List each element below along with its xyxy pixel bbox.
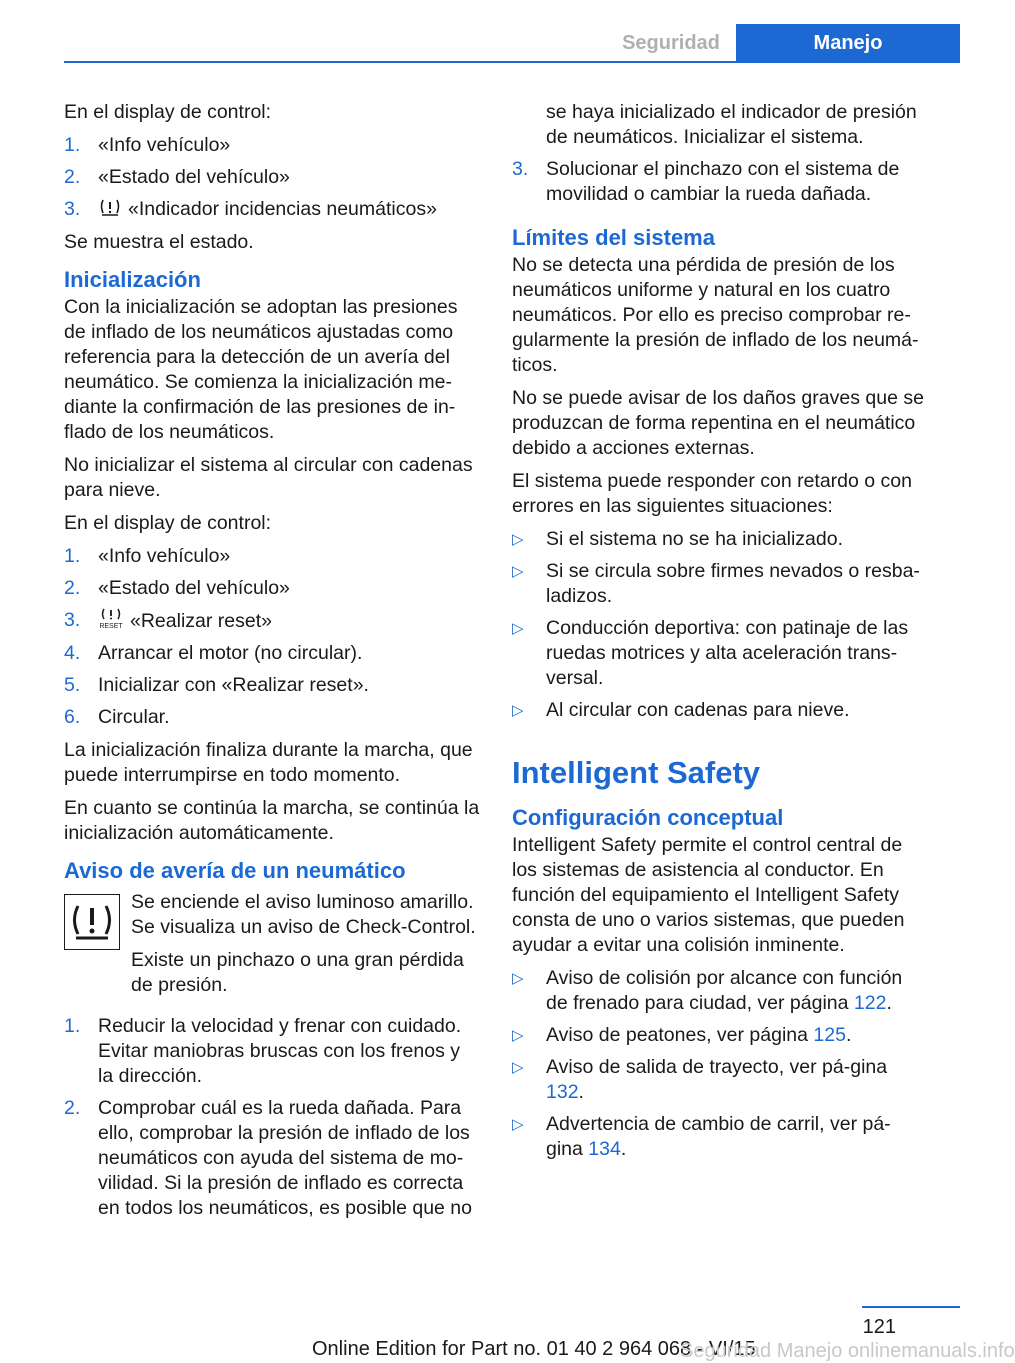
list-item: ▷ Si el sistema no se ha inicializado. <box>512 528 843 550</box>
bullet-triangle-icon: ▷ <box>512 1116 524 1133</box>
list-item: 1. «Info vehículo» <box>64 134 231 156</box>
section-heading-aviso: Aviso de avería de un neumático <box>64 858 406 883</box>
section-heading-inicializacion: Inicialización <box>64 267 201 292</box>
list-item: 1. «Info vehículo» <box>64 545 231 567</box>
bullet-triangle-icon: ▷ <box>512 1059 524 1076</box>
intro-text: En el display de control: <box>64 101 272 123</box>
step-number: 2. <box>64 1097 81 1119</box>
tire-pressure-icon <box>98 198 122 218</box>
step-number: 6. <box>64 706 81 728</box>
watermark: Seguridad Manejo onlinemanuals.info <box>680 1340 1015 1362</box>
step-number: 2. <box>64 577 81 599</box>
page-link[interactable]: 132 <box>546 1081 579 1103</box>
bullet-triangle-icon: ▷ <box>512 970 524 987</box>
chapter-heading-intelligent-safety: Intelligent Safety <box>512 755 761 790</box>
svg-text:RESET: RESET <box>99 623 123 630</box>
list-item: 6. Circular. <box>64 706 170 728</box>
paragraph: Existe un pinchazo o una gran pérdida de presión. <box>131 949 464 996</box>
paragraph: En el display de control: <box>64 512 272 534</box>
paragraph: Intelligent Safety permite el control central de los sistemas de asistencia al conductor. En función del equipamiento el Intelligent Safety consta de uno o varios sistemas, que pueden ayudar a evitar una colisión inminente. <box>512 834 905 956</box>
control-display-steps <box>64 133 480 222</box>
list-item: 2. «Estado del vehículo» <box>64 166 290 188</box>
step-number: 1. <box>64 1015 81 1037</box>
limits-list <box>512 527 927 723</box>
flat-tire-steps <box>64 1014 480 1221</box>
list-item: ▷ Al circular con cadenas para nieve. <box>512 699 850 721</box>
page-link[interactable]: 134 <box>588 1138 621 1160</box>
section-heading-limites: Límites del sistema <box>512 225 715 250</box>
list-item: ▷ Advertencia de cambio de carril, ver pá-gina 134. <box>512 1113 891 1160</box>
tab-manejo[interactable]: Manejo <box>736 24 960 62</box>
list-item: 2. Comprobar cuál es la rueda dañada. Para ello, comprobar la presión de inflado de los neumáticos con ayuda del sistema de mo-vilidad. Si la presión de inflado es correcta en todos los neumáticos, es posible que no <box>64 1097 472 1219</box>
paragraph: La inicialización finaliza durante la marcha, que puede interrumpirse en todo momento. <box>64 739 473 786</box>
step-number: 3. <box>512 158 529 180</box>
tire-reset-icon <box>98 608 124 630</box>
list-item: ▷ Aviso de colisión por alcance con función de frenado para ciudad, ver página 122. <box>512 967 903 1014</box>
list-item: 1. Reducir la velocidad y frenar con cuidado. Evitar maniobras bruscas con los frenos y la dirección. <box>64 1015 462 1087</box>
section-heading-configuracion: Configuración conceptual <box>512 805 784 830</box>
warning-block <box>64 890 480 998</box>
left-column <box>64 100 480 1229</box>
list-item: se haya inicializado el indicador de presión de neumáticos. Inicializar el sistema. <box>546 101 917 148</box>
right-column <box>512 100 927 1170</box>
step-number: 1. <box>64 134 81 156</box>
intelligent-safety-systems-list <box>512 966 927 1162</box>
step-number: 1. <box>64 545 81 567</box>
list-item: ▷ Aviso de salida de trayecto, ver pá-gina 132. <box>512 1056 888 1103</box>
paragraph: En cuanto se continúa la marcha, se continúa la inicialización automáticamente. <box>64 797 480 844</box>
paragraph: Con la inicialización se adoptan las presiones de inflado de los neumáticos ajustadas como referencia para la detección de un avería del neumático. Se comienza la inicialización me-diante la confirmación de las presiones de in-flado de los neumáticos. <box>64 296 458 443</box>
page-header <box>0 24 960 62</box>
bullet-triangle-icon: ▷ <box>512 531 524 548</box>
bullet-triangle-icon: ▷ <box>512 1027 524 1044</box>
paragraph: No inicializar el sistema al circular con cadenas para nieve. <box>64 454 473 501</box>
step-number: 4. <box>64 642 81 664</box>
bullet-triangle-icon: ▷ <box>512 620 524 637</box>
step-number: 3. <box>64 198 81 220</box>
bullet-triangle-icon: ▷ <box>512 563 524 580</box>
step-number: 3. <box>64 609 81 631</box>
list-item: 2. «Estado del vehículo» <box>64 577 290 599</box>
list-item: ▷ Conducción deportiva: con patinaje de las ruedas motrices y alta aceleración trans-versal. <box>512 617 909 689</box>
list-item: ▷ Si se circula sobre firmes nevados o resba-ladizos. <box>512 560 920 607</box>
list-item: 5. Inicializar con «Realizar reset». <box>64 674 369 696</box>
list-item: ▷ Aviso de peatones, ver página 125. <box>512 1024 852 1046</box>
tire-warning-icon <box>64 894 120 950</box>
paragraph: Se enciende el aviso luminoso amarillo. Se visualiza un aviso de Check-Control. <box>131 891 476 938</box>
list-item: 3. Solucionar el pinchazo con el sistema de movilidad o cambiar la rueda dañada. <box>512 158 900 205</box>
list-item: 3. «Indicador incidencias neumáticos» <box>64 198 437 220</box>
reset-steps <box>64 544 480 730</box>
page-link[interactable]: 122 <box>853 992 887 1014</box>
page-link[interactable]: 125 <box>813 1024 846 1046</box>
status-text: Se muestra el estado. <box>64 231 254 253</box>
step-number: 2. <box>64 166 81 188</box>
step-number: 5. <box>64 674 81 696</box>
tab-seguridad[interactable]: Seguridad <box>606 24 736 62</box>
page-number: 121 <box>862 1316 896 1338</box>
list-item: 4. Arrancar el motor (no circular). <box>64 642 363 664</box>
footer-divider <box>862 1306 960 1308</box>
edition-footer: Online Edition for Part no. 01 40 2 964 068 - VI/15 <box>312 1338 756 1360</box>
paragraph: No se detecta una pérdida de presión de los neumáticos uniforme y natural en los cuatro neumáticos. Por ello es preciso comprobar re-gularmente la presión de inflado de los neumá-ticos. <box>512 254 919 376</box>
bullet-triangle-icon: ▷ <box>512 702 524 719</box>
header-divider <box>64 61 960 63</box>
flat-tire-steps-continued <box>512 100 927 207</box>
list-item: 3. RESET «Realizar reset» <box>64 609 272 632</box>
paragraph: No se puede avisar de los daños graves que se produzcan de forma repentina en el neumático debido a acciones externas. <box>512 387 924 459</box>
paragraph: El sistema puede responder con retardo o con errores en las siguientes situaciones: <box>512 470 912 517</box>
